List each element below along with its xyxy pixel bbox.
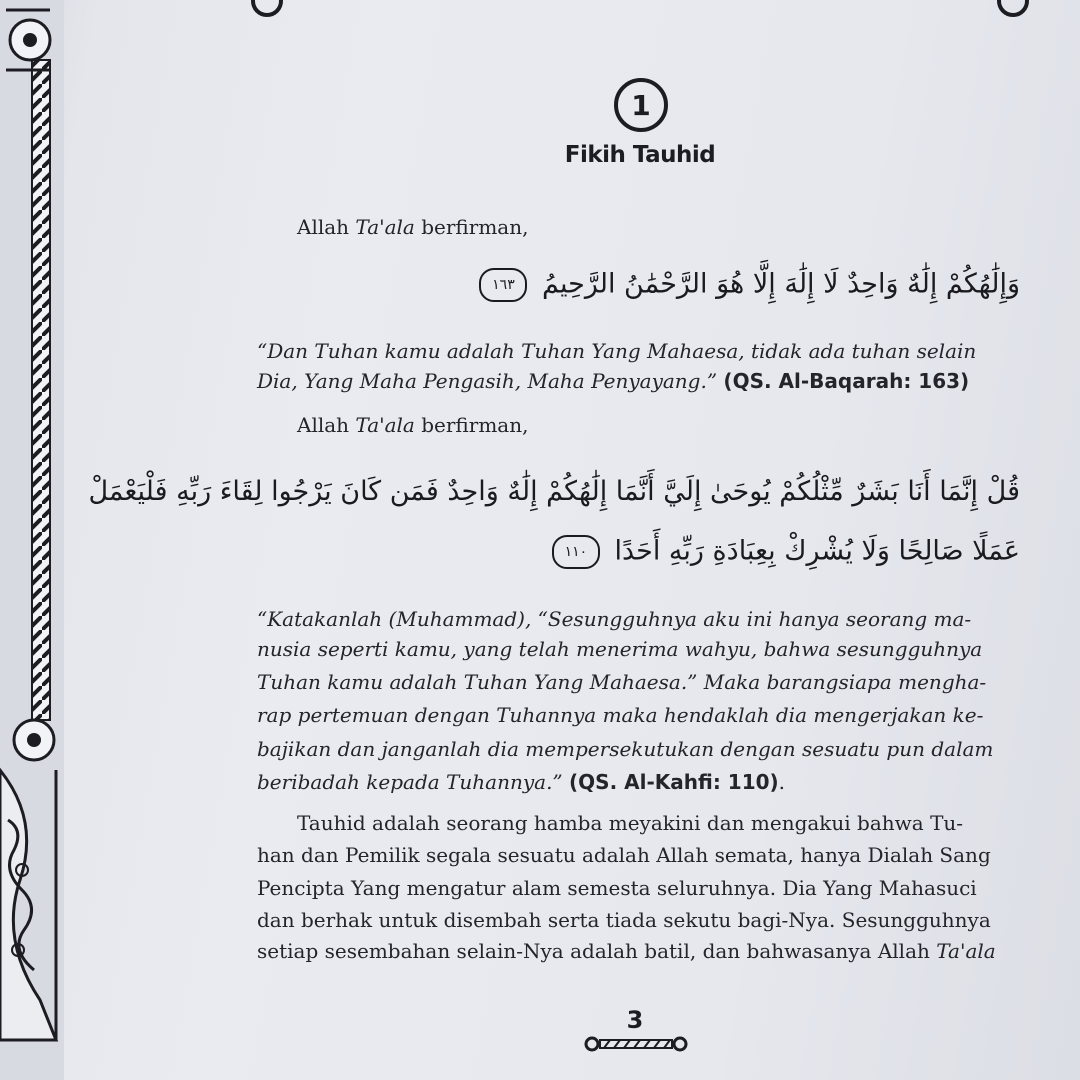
arabic-verse-2-line-2 (250, 535, 1020, 569)
footer-ornament-icon (584, 1034, 688, 1054)
intro-line-2: Allah Ta'ala berfirman, (297, 413, 529, 437)
body-line-4: dan berhak untuk disembah serta tiada sekutu bagi-Nya. Sesungguhnya (257, 908, 991, 932)
body-line-1: Tauhid adalah seorang hamba meyakini dan mengakui bahwa Tu- (297, 811, 964, 835)
translation-2-line-5: bajikan dan janganlah dia mempersekutukan dengan sesuatu pun dalam (257, 737, 994, 761)
intro-line-1: Allah Ta'ala berfirman, (297, 215, 529, 239)
translation-2-line-6: beribadah kepada Tuhannya.” (QS. Al-Kahfi: 110). (257, 770, 786, 794)
top-ornament-icon (996, 0, 1030, 18)
translation-2-line-1: “Katakanlah (Muhammad), “Sesungguhnya aku ini hanya seorang ma- (257, 607, 972, 631)
decorative-border (0, 0, 64, 1080)
translation-1-line-1: “Dan Tuhan kamu adalah Tuhan Yang Mahaesa, tidak ada tuhan selain (257, 339, 977, 363)
page-number: 3 (626, 1006, 644, 1034)
chapter-title: Fikih Tauhid (564, 142, 716, 168)
chapter-number: 1 (614, 78, 668, 132)
body-line-2: han dan Pemilik segala sesuatu adalah Allah semata, hanya Dialah Sang (257, 843, 991, 867)
arabic-verse-2-line-2-text: عَمَلًا صَالِحًا وَلَا يُشْرِكْ بِعِبَادَةِ رَبِّهِ أَحَدًا (614, 535, 1020, 567)
translation-2-line-3: Tuhan kamu adalah Tuhan Yang Mahaesa.” Maka barangsiapa mengha- (257, 670, 987, 694)
translation-2-line-2: nusia seperti kamu, yang telah menerima wahyu, bahwa sesungguhnya (257, 637, 983, 661)
arabic-verse-1-text: وَإِلَٰهُكُمْ إِلَٰهٌ وَاحِدٌ لَا إِلَٰهَ إِلَّا هُوَ الرَّحْمَٰنُ الرَّحِيمُ (542, 268, 1020, 300)
body-line-5: setiap sesembahan selain-Nya adalah batil, dan bahwasanya Allah Ta'ala (257, 939, 996, 963)
top-ornament-icon (250, 0, 284, 18)
arabic-verse-1 (250, 268, 1020, 302)
translation-1-line-2: Dia, Yang Maha Pengasih, Maha Penyayang.” (QS. Al-Baqarah: 163) (257, 369, 970, 393)
body-line-3: Pencipta Yang mengatur alam semesta seluruhnya. Dia Yang Mahasuci (257, 876, 977, 900)
verse-number-badge: ١١٠ (552, 535, 600, 569)
arabic-verse-2-line-1: قُلْ إِنَّمَا أَنَا بَشَرٌ مِّثْلُكُمْ يُوحَىٰ إِلَيَّ أَنَّمَا إِلَٰهُكُمْ إِلَٰهٌ وَاحِدٌ فَمَن كَانَ يَرْجُوا لِقَاءَ رَبِّهِ فَلْيَعْمَلْ (88, 476, 1020, 507)
verse-number-badge: ١٦٣ (479, 268, 527, 302)
verse-reference: (QS. Al-Kahfi: 110) (569, 770, 779, 794)
verse-reference: (QS. Al-Baqarah: 163) (723, 369, 970, 393)
translation-2-line-4: rap pertemuan dengan Tuhannya maka hendaklah dia mengerjakan ke- (257, 703, 984, 727)
